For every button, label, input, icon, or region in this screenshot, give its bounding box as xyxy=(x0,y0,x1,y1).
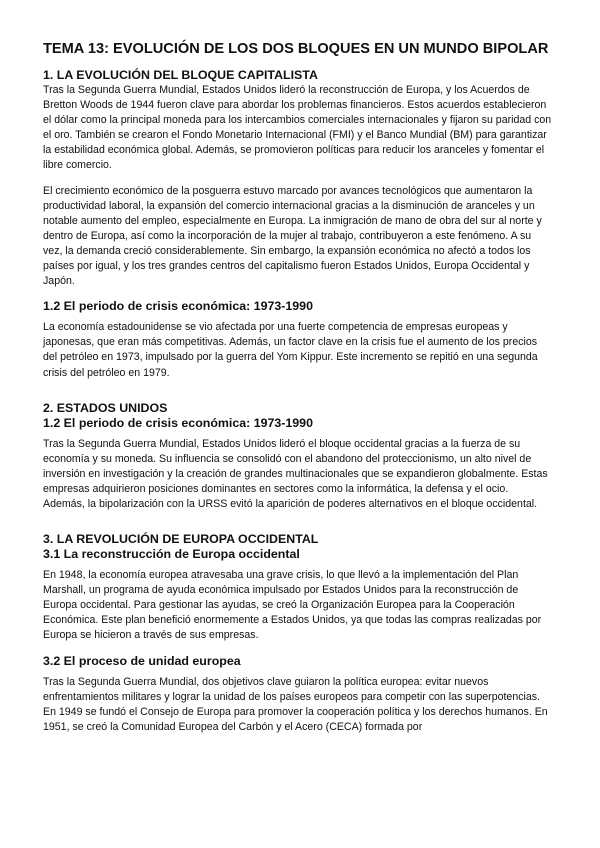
section-1-paragraph-2: El crecimiento económico de la posguerra estuvo marcado por avances tecnológicos que aumentaron la productividad laboral, la expansión del comercio internacional gracias a la disminución de aranceles y un notable aumento del empleo, especialmente en Europa. La inmigración de mano de obra del sur al norte y dentro de Europa, así como la incorporación de la mujer al trabajo, contribuyeron a este fenómeno. A su vez, la demanda creció considerablemente. Sin embargo, la expansión económica no afectó a todos los países por igual, y los tres grandes centros del capitalismo fueron Estados Unidos, Europa Occidental y Japón. xyxy=(43,184,542,288)
section-3-1-heading: 3.1 La reconstrucción de Europa occidental xyxy=(43,547,300,562)
section-1-2-paragraph: La economía estadounidense se vio afectada por una fuerte competencia de empresas europeas y japonesas, que eran más competitivas. Además, un factor clave en la crisis fue el aumento de los precios del petróleo en 1973, impulsado por la guerra del Yom Kippur. Este incremento se repitió en una segunda crisis del petróleo en 1979. xyxy=(43,321,538,379)
section-1-paragraph-1: Tras la Segunda Guerra Mundial, Estados Unidos lideró la reconstrucción de Europa, y los Acuerdos de Bretton Woods de 1944 fueron clave para abordar los problemas financieros. Estos acuerdos establecieron el dólar como la principal moneda para los intercambios comerciales internacionales y fijaron su paridad con el oro. También se crearon el Fondo Monetario Internacional (FMI) y el Banco Mundial (BM) para garantizar la estabilidad económica global. Además, se promovieron políticas para reducir los aranceles y fomentar el libre comercio. xyxy=(43,84,552,172)
section-3-1-paragraph: En 1948, la economía europea atravesaba una grave crisis, lo que llevó a la implementación del Plan Marshall, un programa de ayuda económica impulsado por Estados Unidos para la reconstrucción de Europa occidental. Para gestionar las ayudas, se creó la Organización Europea para la Cooperación Económica. Este plan benefició enormemente a Estados Unidos, ya que todas las compras realizadas por Europa se hicieron a través de sus empresas. xyxy=(43,569,542,642)
section-3-heading: 3. LA REVOLUCIÓN DE EUROPA OCCIDENTAL xyxy=(43,532,319,547)
section-1-2-heading: 1.2 El periodo de crisis económica: 1973-1990 xyxy=(43,299,313,314)
section-2-paragraph: Tras la Segunda Guerra Mundial, Estados Unidos lideró el bloque occidental gracias a la fuerza de su economía y su moneda. Su influencia se consolidó con el abandono del proteccionismo, un alto nivel de inversión en investigación y la creación de grandes multinacionales que se expandieron globalmente. Estas empresas adquirieron posiciones dominantes en sectores como la informática, la defensa y el ocio. Además, la bipolarización con la URSS evitó la aparición de poderes alternativos en el bloque occidental. xyxy=(43,437,548,510)
section-3-2-paragraph: Tras la Segunda Guerra Mundial, dos objetivos clave guiaron la política europea: evitar nuevos enfrentamientos militares y lograr la unidad de los países europeos para competir con las superpotencias. En 1949 se fundó el Consejo de Europa para promover la cooperación política y los derechos humanos. En 1951, se creó la Comunidad Europea del Carbón y el Acero (CECA) formada por xyxy=(43,675,548,733)
section-3-2-heading: 3.2 El proceso de unidad europea xyxy=(43,653,241,668)
section-2-heading: 2. ESTADOS UNIDOS xyxy=(43,400,168,415)
document-title: TEMA 13: EVOLUCIÓN DE LOS DOS BLOQUES EN UN MUNDO BIPOLAR xyxy=(43,41,549,57)
section-1-heading: 1. LA EVOLUCIÓN DEL BLOQUE CAPITALISTA xyxy=(43,68,318,82)
section-2-subheading: 1.2 El periodo de crisis económica: 1973-1990 xyxy=(43,415,313,430)
